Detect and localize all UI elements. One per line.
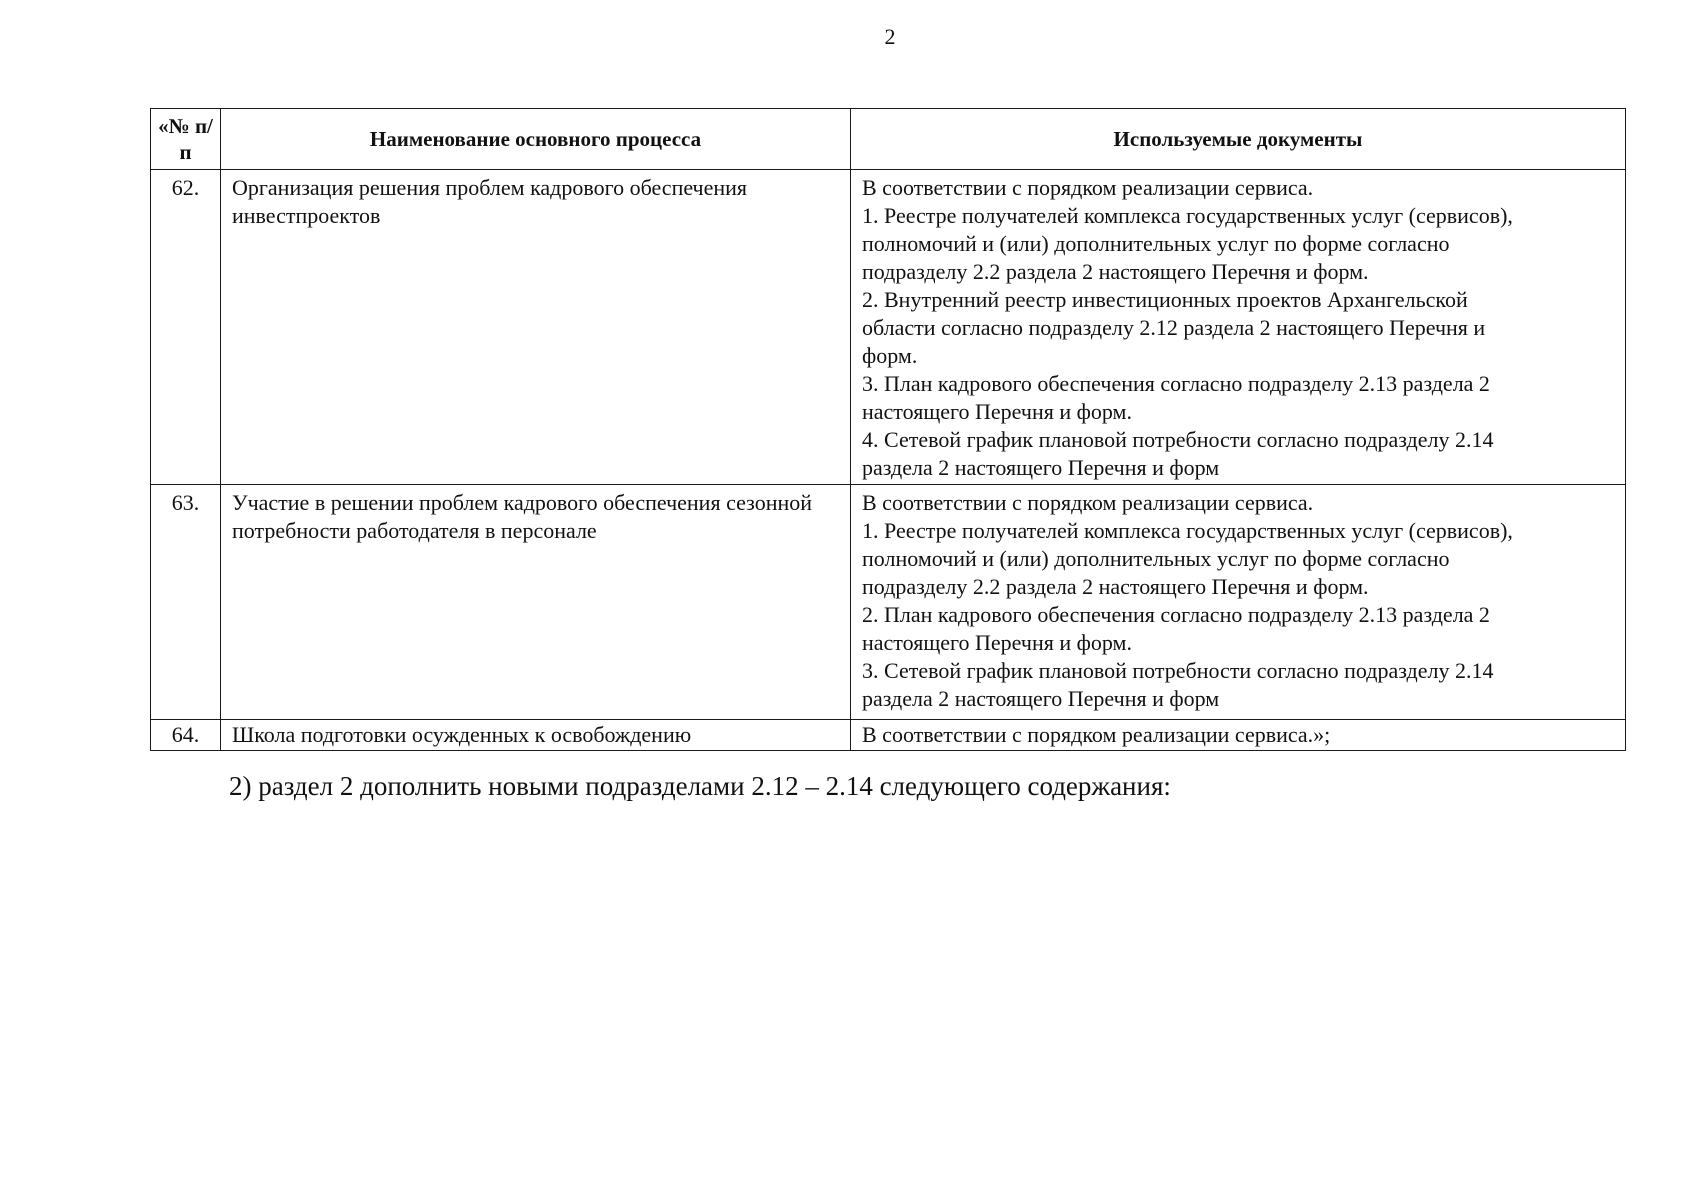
page-number: 2: [884, 24, 896, 49]
row-number: 62.: [151, 170, 221, 485]
table-header-row: [151, 109, 1626, 170]
document-line: 3. Сетевой график плановой потребности согласно подразделу 2.14: [862, 658, 1494, 683]
documents-cell: [851, 485, 1626, 720]
process-name: Организация решения проблем кадрового обеспечения инвестпроектов: [221, 170, 851, 485]
document-line: 2. План кадрового обеспечения согласно подразделу 2.13 раздела 2: [862, 602, 1490, 627]
row-number: 63.: [151, 485, 221, 720]
document-line: подразделу 2.2 раздела 2 настоящего Перечня и форм.: [862, 259, 1369, 284]
document-line: 3. План кадрового обеспечения согласно подразделу 2.13 раздела 2: [862, 371, 1490, 396]
document-line: настоящего Перечня и форм.: [862, 399, 1132, 424]
document-line: настоящего Перечня и форм.: [862, 630, 1132, 655]
table-row: [151, 485, 1626, 720]
process-name: Школа подготовки осужденных к освобождению: [221, 720, 851, 751]
table-row: [151, 170, 1626, 485]
amendment-paragraph: 2) раздел 2 дополнить новыми подразделами 2.12 – 2.14 следующего содержания:: [229, 771, 1171, 801]
documents-cell: [851, 720, 1626, 751]
process-documents-table: [150, 108, 1626, 751]
documents-cell: [851, 170, 1626, 485]
document-line: полномочий и (или) дополнительных услуг по форме согласно: [862, 231, 1450, 256]
document-line: раздела 2 настоящего Перечня и форм: [862, 455, 1220, 480]
header-documents: Используемые документы: [851, 109, 1626, 170]
row-number: 64.: [151, 720, 221, 751]
document-line: В соответствии с порядком реализации сервиса.»;: [862, 722, 1331, 747]
document-line: подразделу 2.2 раздела 2 настоящего Перечня и форм.: [862, 574, 1369, 599]
header-num: «№ п/п: [151, 109, 221, 170]
document-line: 2. Внутренний реестр инвестиционных проектов Архангельской: [862, 287, 1468, 312]
document-line: 1. Реестре получателей комплекса государственных услуг (сервисов),: [862, 518, 1513, 543]
document-line: форм.: [862, 343, 918, 368]
header-process: Наименование основного процесса: [221, 109, 851, 170]
document-line: области согласно подразделу 2.12 раздела 2 настоящего Перечня и: [862, 315, 1486, 340]
document-line: 4. Сетевой график плановой потребности согласно подразделу 2.14: [862, 427, 1494, 452]
document-line: раздела 2 настоящего Перечня и форм: [862, 686, 1220, 711]
document-line: В соответствии с порядком реализации сервиса.: [862, 175, 1314, 200]
document-line: полномочий и (или) дополнительных услуг по форме согласно: [862, 546, 1450, 571]
table-row: [151, 720, 1626, 751]
document-line: В соответствии с порядком реализации сервиса.: [862, 490, 1314, 515]
document-line: 1. Реестре получателей комплекса государственных услуг (сервисов),: [862, 203, 1513, 228]
process-name: Участие в решении проблем кадрового обеспечения сезонной потребности работодателя в персонале: [221, 485, 851, 720]
